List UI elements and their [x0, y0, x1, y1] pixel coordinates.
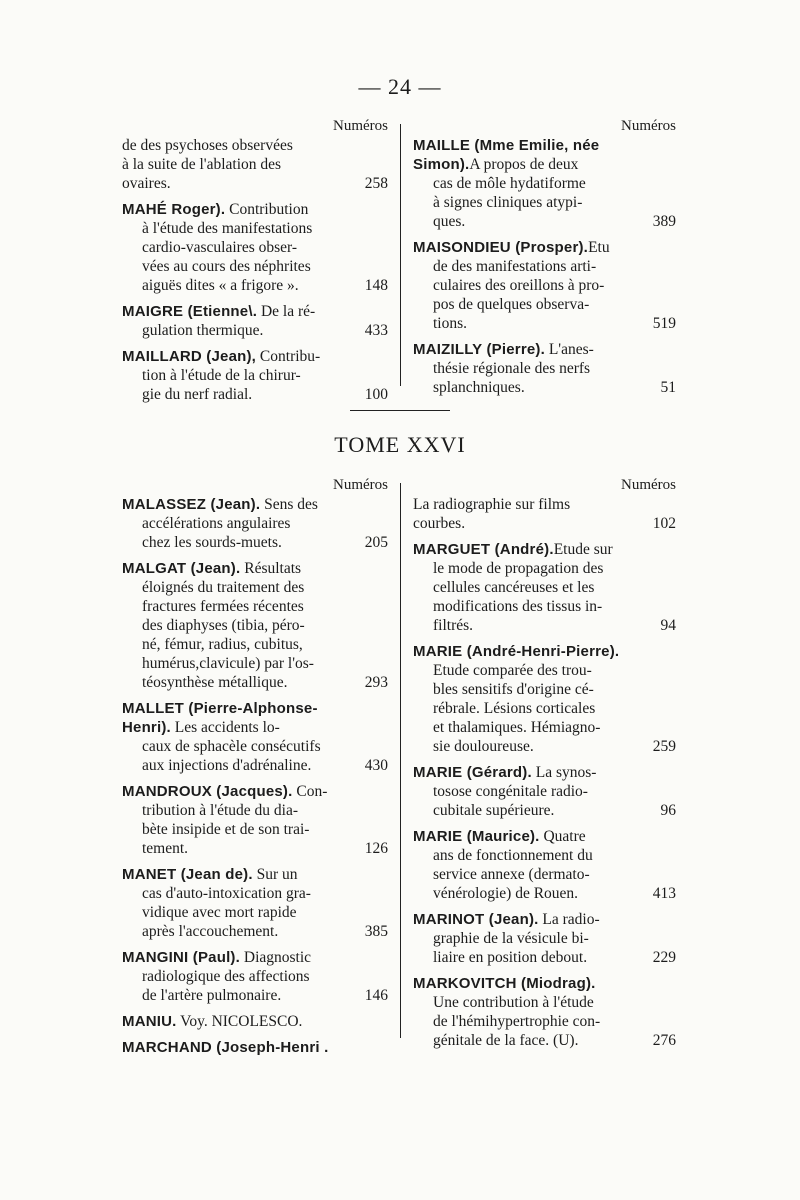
entry-line [413, 578, 676, 597]
entry-line [122, 635, 388, 654]
section-tome-xxv-end [0, 116, 800, 406]
entry-number: 433 [364, 322, 388, 339]
author-name: MARIE (Gérard). [413, 764, 532, 781]
entry-line [413, 974, 676, 993]
entry-line [413, 378, 676, 397]
entry-number: 229 [652, 949, 676, 966]
entry-line [413, 846, 676, 865]
entry-line [413, 993, 676, 1012]
entry-line [413, 827, 676, 846]
title-text: L'anes- [544, 341, 594, 358]
title-text: splanchniques. [433, 379, 525, 396]
title-text: à l'étude des manifestations [142, 220, 313, 237]
title-text: service annexe (dermato- [433, 866, 590, 883]
index-entry [122, 1038, 388, 1057]
author-name: MARCHAND (Joseph-Henri . [122, 1039, 329, 1056]
title-text: éloignés du traitement des [142, 579, 305, 596]
title-text: sie douloureuse. [433, 738, 534, 755]
entry-line [122, 865, 388, 884]
index-entry [413, 642, 676, 756]
title-text: Sur un [252, 866, 298, 883]
author-name: MAIGRE (Etienne\. [122, 303, 258, 320]
index-entry [122, 865, 388, 941]
entry-line [122, 238, 388, 257]
entry-line [413, 155, 676, 174]
entry-line [122, 782, 388, 801]
entry-line [122, 699, 388, 718]
entry-line [413, 910, 676, 929]
title-text: Résultats [240, 560, 302, 577]
entry-line [122, 1012, 388, 1031]
title-text: tribution à l'étude du dia- [142, 802, 299, 819]
index-entry [122, 495, 388, 552]
title-text: filtrés. [433, 617, 474, 634]
tome-title: TOME XXVI [334, 432, 466, 457]
entry-line [122, 922, 388, 941]
author-name: MALGAT (Jean). [122, 560, 241, 577]
title-text: ovaires. [122, 175, 171, 192]
author-name: MARINOT (Jean). [413, 911, 539, 928]
title-text: Etude comparée des trou- [433, 662, 592, 679]
index-entry [413, 974, 676, 1050]
entry-line [122, 276, 388, 295]
entry-line [413, 540, 676, 559]
title-text: Une contribution à l'étude [433, 994, 594, 1011]
entry-number: 258 [364, 175, 388, 192]
entry-line [413, 193, 676, 212]
entry-number: 148 [364, 277, 388, 294]
index-entry [413, 136, 676, 231]
index-entry [122, 347, 388, 404]
author-name: MALASSEZ (Jean). [122, 496, 261, 513]
entry-line [122, 219, 388, 238]
line-text [413, 514, 465, 533]
entry-number: 102 [652, 515, 676, 532]
title-text: La radio- [538, 911, 600, 928]
author-name: MANDROUX (Jacques). [122, 783, 293, 800]
title-text: cardio-vasculaires obser- [142, 239, 298, 256]
title-text: Diagnostic [240, 949, 312, 966]
author-name-continued: Henri). [122, 719, 171, 736]
entry-line [122, 673, 388, 692]
title-text: tement. [142, 840, 189, 857]
entry-number: 413 [652, 885, 676, 902]
author-name: MALLET (Pierre-Alphonse- [122, 700, 318, 717]
entry-line [122, 756, 388, 775]
entry-number: 146 [364, 987, 388, 1004]
entry-line [122, 986, 388, 1005]
author-name: MAIZILLY (Pierre). [413, 341, 545, 358]
title-text: Sens des [260, 496, 318, 513]
title-text: cubitale supérieure. [433, 802, 555, 819]
title-text: humérus,clavicule) par l'os- [142, 655, 314, 672]
entry-line [122, 718, 388, 737]
entry-line [122, 136, 388, 155]
index-entry [413, 340, 676, 397]
entry-line [413, 257, 676, 276]
line-text [142, 533, 282, 552]
entry-line [122, 967, 388, 986]
entry-line [122, 884, 388, 903]
line-text [433, 314, 467, 333]
title-text: bète insipide et de son trai- [142, 821, 310, 838]
entry-line [413, 737, 676, 756]
line-text [142, 839, 188, 858]
title-text: Etude sur [553, 541, 613, 558]
title-text: aiguës dites « a frigore ». [142, 277, 299, 294]
title-text: A propos de deux [469, 156, 579, 173]
entry-line [413, 763, 676, 782]
line-text [433, 378, 525, 397]
line-text [433, 212, 465, 231]
title-text: de l'artère pulmonaire. [142, 987, 282, 1004]
column-left [122, 475, 388, 1064]
entry-line [413, 174, 676, 193]
entry-line [122, 616, 388, 635]
entry-line [413, 514, 676, 533]
title-text: Contribu- [256, 348, 321, 365]
title-text: radiologique des affections [142, 968, 310, 985]
line-text [142, 986, 281, 1005]
column-left [122, 116, 388, 411]
title-text: culaires des oreillons à pro- [433, 277, 605, 294]
section-tome-xxvi [0, 475, 800, 1056]
entry-line [413, 948, 676, 967]
entry-line [122, 366, 388, 385]
line-text [122, 174, 171, 193]
author-name: MAILLE (Mme Emilie, née [413, 137, 600, 154]
entry-line [122, 200, 388, 219]
title-text: tions. [433, 315, 468, 332]
entry-line [413, 718, 676, 737]
entry-line [413, 884, 676, 903]
entry-line [122, 559, 388, 578]
title-text: Les accidents lo- [170, 719, 280, 736]
author-name: MARIE (Maurice). [413, 828, 540, 845]
line-text [433, 801, 554, 820]
entry-number: 385 [364, 923, 388, 940]
title-text: Quatre [539, 828, 586, 845]
column-divider [400, 124, 401, 386]
entry-line [122, 903, 388, 922]
section-rule [350, 410, 450, 411]
line-text [142, 321, 263, 340]
entry-line [413, 929, 676, 948]
column-header: Numéros [621, 477, 676, 493]
entry-line [413, 865, 676, 884]
entry-line [122, 1038, 388, 1057]
title-text: bles sensitifs d'origine cé- [433, 681, 594, 698]
title-text: vénérologie) de Rouen. [433, 885, 579, 902]
title-text: La synos- [531, 764, 597, 781]
title-text: après l'accouchement. [142, 923, 279, 940]
title-text: modifications des tissus in- [433, 598, 603, 615]
index-entry [413, 827, 676, 903]
index-entry [122, 136, 388, 193]
entry-number: 430 [364, 757, 388, 774]
author-name-continued: Simon). [413, 156, 470, 173]
line-text [142, 276, 299, 295]
line-text [433, 948, 587, 967]
entry-number: 293 [364, 674, 388, 691]
index-entry [413, 910, 676, 967]
title-text: De la ré- [257, 303, 316, 320]
entry-line [122, 385, 388, 404]
title-text: à la suite de l'ablation des [122, 156, 282, 173]
entry-number: 519 [652, 315, 676, 332]
author-name: MAHÉ Roger). [122, 201, 226, 218]
entry-line [122, 347, 388, 366]
entry-line [122, 495, 388, 514]
title-text: chez les sourds-muets. [142, 534, 282, 551]
title-text: de des manifestations arti- [433, 258, 597, 275]
author-name: MARIE (André-Henri-Pierre). [413, 643, 620, 660]
entry-line [413, 495, 676, 514]
entry-line [122, 839, 388, 858]
title-text: graphie de la vésicule bi- [433, 930, 589, 947]
author-name: MARKOVITCH (Miodrag). [413, 975, 596, 992]
entry-line [413, 559, 676, 578]
entry-line [122, 302, 388, 321]
entry-line [413, 642, 676, 661]
line-text [433, 884, 578, 903]
entry-line [413, 597, 676, 616]
index-entry [413, 763, 676, 820]
entry-line [122, 597, 388, 616]
author-name: MAILLARD (Jean), [122, 348, 257, 365]
entry-number: 259 [652, 738, 676, 755]
entry-line [122, 257, 388, 276]
column-right [413, 475, 676, 1057]
index-entry [413, 238, 676, 333]
title-text: cas de môle hydatiforme [433, 175, 586, 192]
entry-line [413, 782, 676, 801]
entry-line [122, 737, 388, 756]
page-number: — 24 — [358, 74, 442, 99]
title-text: thésie régionale des nerfs [433, 360, 591, 377]
title-text: tosose congénitale radio- [433, 783, 588, 800]
line-text [142, 673, 288, 692]
title-text: cellules cancéreuses et les [433, 579, 595, 596]
entry-number: 51 [660, 379, 676, 396]
line-text [142, 922, 278, 941]
title-text: tion à l'étude de la chirur- [142, 367, 301, 384]
entry-line [413, 699, 676, 718]
index-entry [122, 559, 388, 692]
entry-line [413, 314, 676, 333]
entry-line [413, 295, 676, 314]
entry-line [413, 1012, 676, 1031]
entry-line [122, 514, 388, 533]
column-header: Numéros [333, 118, 388, 134]
entry-line [122, 155, 388, 174]
column-divider [400, 483, 401, 1038]
index-entry [122, 200, 388, 295]
entry-line [413, 801, 676, 820]
title-text: Contribution [225, 201, 309, 218]
title-text: La radiographie sur films [413, 496, 571, 513]
entry-line [413, 661, 676, 680]
title-text: des diaphyses (tibia, péro- [142, 617, 305, 634]
line-text [142, 385, 252, 404]
author-name: MARGUET (André). [413, 541, 554, 558]
column-right [413, 116, 676, 404]
title-text: vées au cours des néphrites [142, 258, 311, 275]
title-text: né, fémur, radius, cubitus, [142, 636, 303, 653]
title-text: courbes. [413, 515, 466, 532]
entry-line [413, 212, 676, 231]
title-text: de l'hémihypertrophie con- [433, 1013, 601, 1030]
index-entry [413, 540, 676, 635]
title-text: Voy. NICOLESCO. [176, 1013, 303, 1030]
column-header: Numéros [333, 477, 388, 493]
title-text: accélérations angulaires [142, 515, 291, 532]
title-text: Etu [588, 239, 610, 256]
title-text: rébrale. Lésions corticales [433, 700, 596, 717]
title-text: gulation thermique. [142, 322, 264, 339]
entry-line [122, 578, 388, 597]
line-text [433, 1031, 578, 1050]
entry-number: 389 [652, 213, 676, 230]
title-text: gie du nerf radial. [142, 386, 253, 403]
entry-number: 100 [364, 386, 388, 403]
author-name: MANGINI (Paul). [122, 949, 240, 966]
author-name: MANIU. [122, 1013, 177, 1030]
entry-number: 126 [364, 840, 388, 857]
index-entry [413, 495, 676, 533]
entry-line [122, 948, 388, 967]
entry-line [413, 680, 676, 699]
title-text: pos de quelques observa- [433, 296, 590, 313]
line-text [433, 616, 473, 635]
entry-line [413, 340, 676, 359]
entry-number: 96 [660, 802, 676, 819]
title-text: vidique avec mort rapide [142, 904, 297, 921]
column-header: Numéros [621, 118, 676, 134]
entry-line [413, 1031, 676, 1050]
index-entry [122, 948, 388, 1005]
title-text: fractures fermées récentes [142, 598, 304, 615]
entry-number: 94 [660, 617, 676, 634]
title-text: Con- [292, 783, 328, 800]
title-text: aux injections d'adrénaline. [142, 757, 312, 774]
line-text [142, 756, 311, 775]
author-name: MAISONDIEU (Prosper). [413, 239, 589, 256]
title-text: le mode de propagation des [433, 560, 604, 577]
entry-line [413, 616, 676, 635]
entry-number: 276 [652, 1032, 676, 1049]
index-entry [122, 699, 388, 775]
entry-line [413, 276, 676, 295]
title-text: et thalamiques. Hémiagno- [433, 719, 601, 736]
title-text: ans de fonctionnement du [433, 847, 593, 864]
entry-line [122, 654, 388, 673]
title-text: génitale de la face. (U). [433, 1032, 579, 1049]
entry-line [413, 238, 676, 257]
entry-line [122, 820, 388, 839]
entry-number: 205 [364, 534, 388, 551]
title-text: ques. [433, 213, 466, 230]
title-text: téosynthèse métallique. [142, 674, 288, 691]
entry-line [122, 321, 388, 340]
entry-line [122, 174, 388, 193]
line-text [433, 737, 534, 756]
author-name: MANET (Jean de). [122, 866, 253, 883]
entry-line [122, 533, 388, 552]
index-entry [122, 1012, 388, 1031]
title-text: cas d'auto-intoxication gra- [142, 885, 311, 902]
title-text: liaire en position debout. [433, 949, 588, 966]
index-entry [122, 302, 388, 340]
entry-line [413, 359, 676, 378]
index-entry [122, 782, 388, 858]
entry-line [413, 136, 676, 155]
title-text: caux de sphacèle consécutifs [142, 738, 321, 755]
title-text: à signes cliniques atypi- [433, 194, 583, 211]
entry-line [122, 801, 388, 820]
title-text: de des psychoses observées [122, 137, 293, 154]
